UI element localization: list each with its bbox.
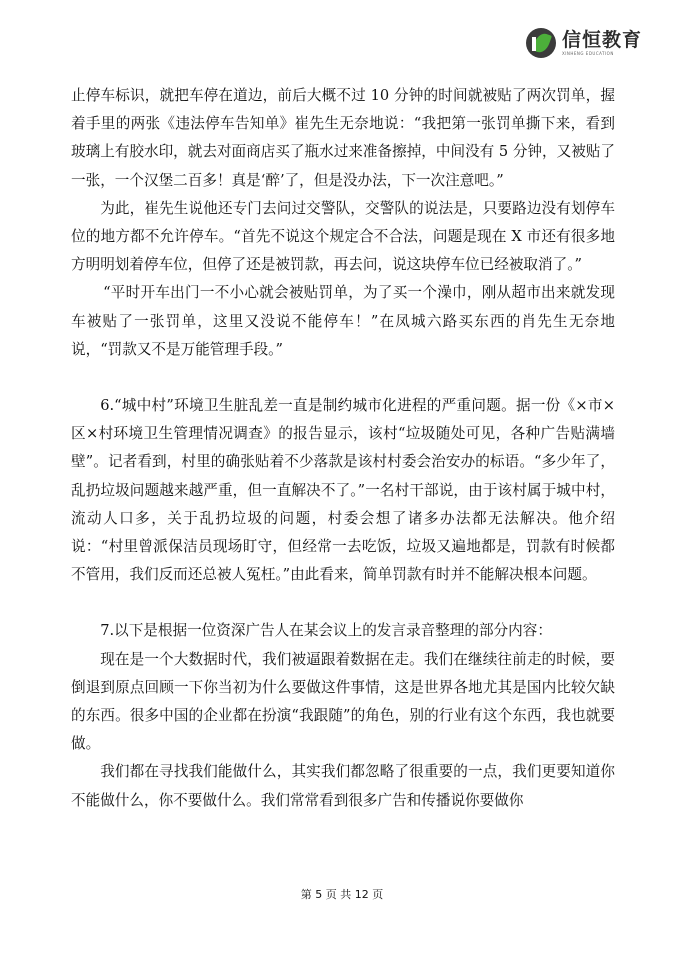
document-body [71, 82, 615, 815]
brand-name: 信恒教育 [561, 28, 642, 51]
paragraph: 现在是一个大数据时代，我们被逼跟着数据在走。我们在继续往前走的时候，要倒退到原点回顾一下你当初为什么要做这件事情，这是世界各地尤其是国内比较欠缺的东西。很多中国的企业都在扮演“我跟随”的角色，别的行业有这个东西，我也就要做。 [71, 650, 615, 753]
brand-logo [526, 28, 642, 58]
brand-subtext: XINHENG EDUCATION [561, 50, 614, 56]
paragraph-continuation: 止停车标识，就把车停在道边，前后大概不过 10 分钟的时间就被贴了两次罚单，握着手里的两张《违法停车告知单》崔先生无奈地说：“我把第一张罚单撕下来，看到玻璃上有胶水印，就去对面商店买了瓶水过来准备擦掉，中间没有 5 分钟，又被贴了一张，一个汉堡二百多！真是‘醉’了，但是没办法，下一次注意吧。” [71, 87, 615, 189]
page-number: 第 5 页 共 12 页 [300, 888, 384, 901]
question-6: 6.“城中村”环境卫生脏乱差一直是制约城市化进程的严重问题。据一份《×市×区×村环境卫生管理情况调查》的报告显示，该村“垃圾随处可见，各种广告贴满墙壁”。记者看到，村里的确张贴着不少落款是该村村委会治安办的标语。“多少年了，乱扔垃圾问题越来越严重，但一直解决不了。”一名村干部说，由于该村属于城中村，流动人口多，关于乱扔垃圾的问题，村委会想了诸多办法都无法解决。他介绍说：“村里曾派保洁员现场盯守，但经常一去吃饭，垃圾又遍地都是，罚款有时候都不管用，我们反而还总被人冤枉。”由此看来，简单罚款有时并不能解决根本问题。 [71, 397, 615, 584]
paragraph: 为此，崔先生说他还专门去问过交警队，交警队的说法是，只要路边没有划停车位的地方都不允许停车。“首先不说这个规定合不合法，问题是现在 X 市还有很多地方明明划着停车位，但停了还是被罚款，再去问，说这块停车位已经被取消了。” [71, 199, 615, 274]
paragraph-quote: “平时开车出门一不小心就会被贴罚单，为了买一个澡巾，刚从超市出来就发现车被贴了一张罚单，这里又没说不能停车！”在凤城六路买东西的肖先生无奈地说，“罚款又不是万能管理手段。” [71, 284, 615, 358]
paragraph: 我们都在寻找我们能做什么，其实我们都忽略了很重要的一点，我们更要知道你不能做什么，你不要做什么。我们常常看到很多广告和传播说你要做你 [71, 763, 615, 809]
brand-leaf-icon [526, 28, 556, 58]
question-7-intro: 7.以下是根据一位资深广告人在某会议上的发言录音整理的部分内容： [100, 622, 552, 640]
